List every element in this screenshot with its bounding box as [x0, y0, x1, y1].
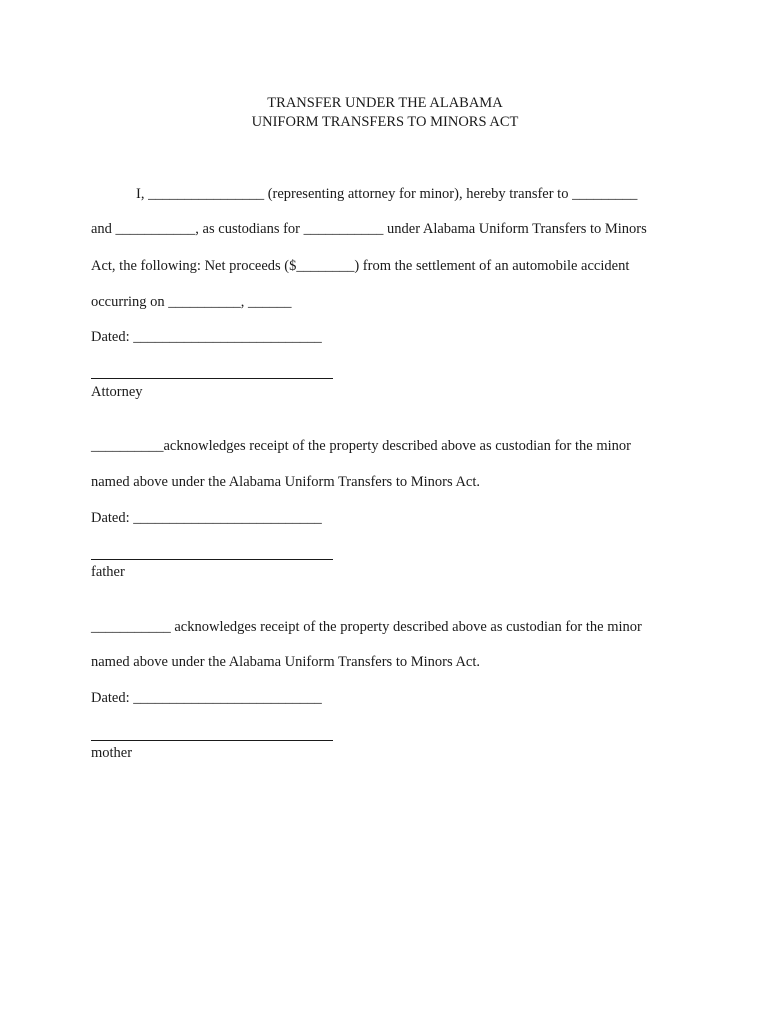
dated-field-attorney: Dated: __________________________ [91, 329, 322, 345]
document-title-line2: UNIFORM TRANSFERS TO MINORS ACT [251, 114, 519, 130]
signature-line-mother [91, 740, 333, 741]
signature-label-mother: mother [91, 745, 133, 761]
transfer-paragraph-line1: I, ________________ (representing attorney for minor), hereby transfer to _________ [136, 186, 638, 202]
dated-field-father: Dated: __________________________ [91, 510, 322, 526]
mother-acknowledgment-line2: named above under the Alabama Uniform Transfers to Minors Act. [91, 654, 481, 670]
father-acknowledgment-line1: __________acknowledges receipt of the property described above as custodian for the minor [91, 438, 631, 454]
document-title-line1: TRANSFER UNDER THE ALABAMA [267, 95, 503, 111]
transfer-paragraph-line2: and ___________, as custodians for ___________ under Alabama Uniform Transfers to Minors [91, 221, 647, 237]
signature-label-father: father [91, 564, 125, 580]
dated-field-mother: Dated: __________________________ [91, 690, 322, 706]
signature-label-attorney: Attorney [91, 384, 143, 400]
transfer-paragraph-line3: Act, the following: Net proceeds ($________) from the settlement of an automobile accident [91, 258, 630, 274]
signature-line-attorney [91, 378, 333, 379]
transfer-paragraph-line4: occurring on __________, ______ [91, 294, 292, 310]
mother-acknowledgment-line1: ___________ acknowledges receipt of the property described above as custodian for the minor [91, 619, 642, 635]
signature-line-father [91, 559, 333, 560]
father-acknowledgment-line2: named above under the Alabama Uniform Transfers to Minors Act. [91, 474, 481, 490]
